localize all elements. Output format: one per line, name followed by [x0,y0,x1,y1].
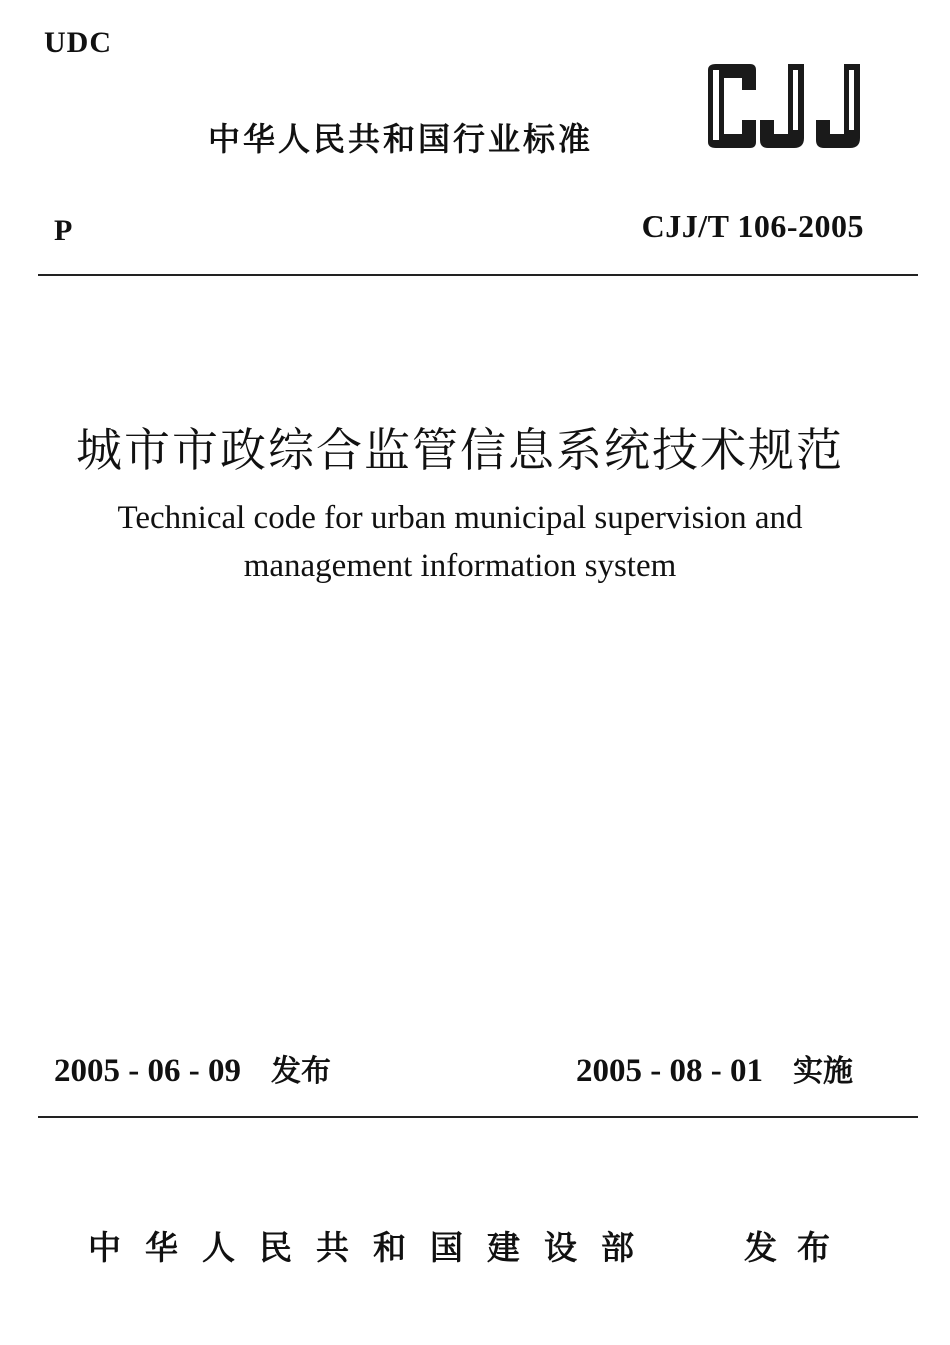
issue-date-value: 2005 - 06 - 09 [54,1053,241,1089]
publish-action: 发布 [744,1228,850,1267]
standard-number: CJJ/T 106-2005 [641,208,864,244]
title-english [0,494,920,590]
implementation-date-value: 2005 - 08 - 01 [576,1053,763,1089]
industry-standard-heading: 中华人民共和国行业标准 [208,120,594,158]
udc-label: UDC [44,26,112,59]
issue-date [54,1046,331,1090]
title-english-line-2: management information system [243,548,677,584]
cjj-logo [700,60,870,152]
bottom-divider [38,1116,918,1118]
title-chinese: 城市市政综合监管信息系统技术规范 [76,423,844,477]
implementation-date-label: 实施 [792,1054,853,1089]
publisher: 中华人民共和国建设部 [88,1228,658,1267]
classification-code: P [54,214,73,247]
implementation-date [576,1046,853,1090]
top-divider [38,274,918,276]
issue-date-label: 发布 [270,1054,331,1089]
title-english-line-1: Technical code for urban municipal supervision and [117,500,803,536]
